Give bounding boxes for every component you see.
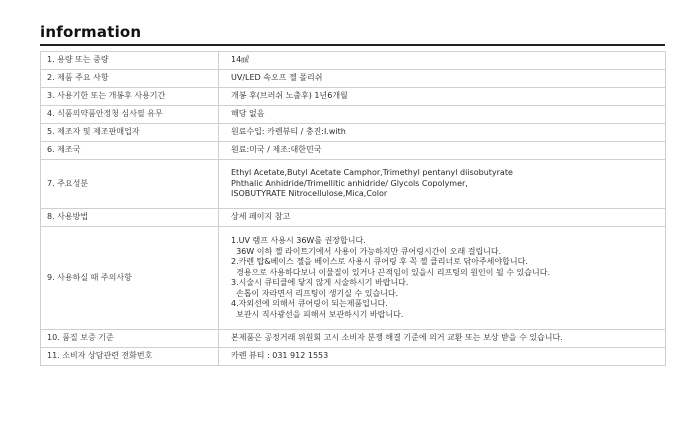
row-value-line: Phthalic Anhidride/Trimellitic anhidride/ Glycols Copolymer, (231, 178, 468, 188)
row-label: 1. 용량 또는 중량 (41, 52, 219, 70)
row-value-line: 카렌 뷰티 : 031 912 1553 (231, 351, 329, 361)
row-value (219, 124, 666, 142)
row-label: 6. 제조국 (41, 142, 219, 160)
title-divider (40, 44, 665, 46)
table-row (41, 227, 666, 330)
row-value-line: 3.시술시 큐티클에 닿지 않게 시술하시기 바랍니다. (231, 278, 409, 287)
row-value (219, 88, 666, 106)
row-value (219, 209, 666, 227)
row-value-line: 원료:미국 / 제조:대한민국 (231, 145, 322, 155)
row-value (219, 106, 666, 124)
row-value-line: 경용으로 사용하다보니 이물질이 있거나 끈적임이 있을시 리프팅의 원인이 될 수 있습니다. (231, 267, 550, 277)
row-value-line: UV/LED 속오프 젤 폴리쉬 (231, 73, 323, 83)
table-row (41, 52, 666, 70)
table-row (41, 160, 666, 209)
table-row (41, 209, 666, 227)
table-row (41, 348, 666, 366)
row-label: 8. 사용방법 (41, 209, 219, 227)
row-value (219, 52, 666, 70)
row-value (219, 348, 666, 366)
row-value-line: 개봉 후(브러쉬 노출후) 1년6개월 (231, 91, 348, 101)
table-row (41, 70, 666, 88)
row-label: 2. 제품 주요 사항 (41, 70, 219, 88)
row-value-line: ISOBUTYRATE Nitrocellulose,Mica,Color (231, 189, 388, 199)
row-value-line: 14㎖ (231, 55, 250, 65)
row-value-line: 2.카렌 탑&베이스 젤을 베이스로 사용시 큐어링 후 꼭 젤 클리너로 닦아주세야합니다. (231, 257, 528, 266)
table-row (41, 330, 666, 348)
product-info-table (40, 51, 666, 366)
row-value-line: 손톱이 자라면서 리프팅이 생기실 수 있습니다. (231, 288, 399, 298)
row-value-line: 본제품은 공정거래 위원회 고시 소비자 분쟁 해결 기준에 의거 교환 또는 보상 받을 수 있습니다. (231, 333, 563, 343)
row-value-line: 1.UV 램프 사용시 36W를 권장합니다. (231, 236, 366, 245)
row-value-line: 4.자외선에 의해서 큐어링이 되는제품입니다. (231, 299, 388, 308)
row-value (219, 330, 666, 348)
row-label: 3. 사용기한 또는 개봉후 사용기간 (41, 88, 219, 106)
table-row (41, 124, 666, 142)
table-row (41, 142, 666, 160)
row-value (219, 70, 666, 88)
row-label: 5. 제조자 및 제조판매업자 (41, 124, 219, 142)
row-value-line: Ethyl Acetate,Butyl Acetate Camphor,Trimethyl pentanyl diisobutyrate (231, 168, 513, 178)
page-title: information (40, 23, 142, 41)
row-value-line: 상세 페이지 참고 (231, 212, 291, 222)
row-label: 7. 주요성분 (41, 160, 219, 209)
row-value-line: 해당 없음 (231, 109, 265, 119)
table-row (41, 88, 666, 106)
row-value-line: 36W 이하 젤 라이트기에서 사용이 가능하지만 큐어링시간이 오래 걸립니다. (231, 246, 502, 256)
row-value-line: 보관시 직사광선을 피해서 보관하시기 바랍니다. (231, 309, 404, 319)
row-value (219, 227, 666, 330)
row-value-line: 원료수입: 카렌뷰티 / 충진:I.with (231, 127, 346, 137)
row-label: 9. 사용하실 때 주의사항 (41, 227, 219, 330)
row-label: 10. 품질 보증 기준 (41, 330, 219, 348)
row-label: 4. 식품의약품안정청 심사필 유무 (41, 106, 219, 124)
row-value (219, 142, 666, 160)
row-label: 11. 소비자 상담관련 전화번호 (41, 348, 219, 366)
row-value (219, 160, 666, 209)
table-row (41, 106, 666, 124)
